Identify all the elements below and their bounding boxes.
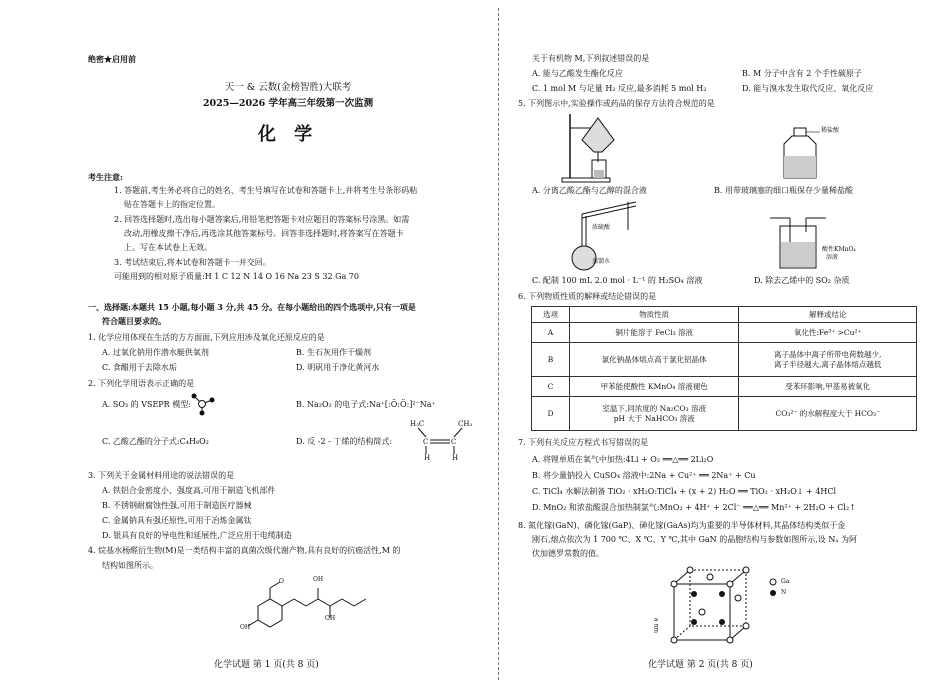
exam-title-line2: 2025—2026 学年高三年级第一次监测 bbox=[202, 98, 374, 109]
table-header: 解释或结论 bbox=[739, 307, 917, 323]
q1-option-d: D. 明矾用于净化黄河水 bbox=[296, 363, 380, 372]
q7-option-a: A. 将锂单质在氧气中加热:4Li + O₂ ══△══ 2Li₂O bbox=[532, 455, 714, 464]
q5-option-a: A. 分离乙酸乙酯与乙醇的混合液 bbox=[532, 186, 647, 195]
q7-option-d: D. MnO₂ 和浓盐酸混合加热制氯气:MnO₂ + 4H⁺ + 2Cl⁻ ══△══ Mn²⁺ + 2H₂O + Cl₂↑ bbox=[532, 503, 856, 512]
struct-label-h3c: H₃C bbox=[410, 420, 425, 428]
q5-option-b: B. 用带玻璃塞的细口瓶保存少量稀盐酸 bbox=[714, 186, 853, 195]
table-cell: B bbox=[532, 343, 570, 377]
struct-label-ch3: CH₃ bbox=[458, 420, 473, 428]
section-heading-cont: 符合题目要求的。 bbox=[102, 316, 166, 326]
m-label-o: O bbox=[279, 578, 284, 585]
table-cell: 铜片能溶于 FeCl₃ 溶液 bbox=[569, 323, 739, 343]
label-distilled-water: 蒸馏水 bbox=[592, 258, 611, 265]
q3-option-c: C. 金属钠具有强还原性,可用于冶炼金属钛 bbox=[102, 516, 252, 525]
table-cell: C bbox=[532, 377, 570, 397]
table-cell: A bbox=[532, 323, 570, 343]
table-header-row bbox=[532, 307, 917, 323]
compound-m-structure bbox=[238, 576, 378, 634]
question-4: 4. 烷基水杨醛衍生物(M)是一类结构丰富的真菌次级代谢产物,具有良好的抗癌活性,M 的 bbox=[88, 546, 401, 555]
subject-title: 化 学 bbox=[257, 124, 319, 145]
q2-option-c: C. 乙酸乙酯的分子式:C₄H₈O₂ bbox=[102, 437, 209, 446]
notice-line: 改动,用橡皮擦干净后,再选涂其他答案标号。回答非选择题时,将答案写在答题卡 bbox=[124, 229, 404, 238]
struct-label-h1: H bbox=[424, 454, 431, 462]
notice-line: 3. 考试结束后,将本试卷和答题卡一并交回。 bbox=[114, 258, 271, 267]
q4-option-c: C. 1 mol M 与足量 H₂ 反应,最多消耗 5 mol H₂ bbox=[532, 84, 707, 93]
notice-line: 贴在答题卡上的指定位置。 bbox=[124, 200, 220, 209]
legend-n: N bbox=[781, 589, 787, 596]
q1-option-a: A. 过氧化钠用作潜水艇供氧剂 bbox=[102, 348, 209, 357]
page-divider bbox=[498, 8, 499, 680]
notice-line: 1. 答题前,考生务必将自己的姓名、考生号填写在试卷和答题卡上,并将考生号条形码粘 bbox=[114, 186, 418, 195]
q2-option-a: A. SO₃ 的 VSEPR 模型: bbox=[102, 400, 191, 409]
table-cell: 受苯环影响,甲基易被氧化 bbox=[739, 377, 917, 397]
m-label-oh3: OH bbox=[240, 624, 251, 631]
q1-option-c: C. 食醋用于去除水垢 bbox=[102, 363, 177, 372]
q6-table bbox=[531, 306, 917, 431]
q4-stem: 关于有机物 M,下列叙述错误的是 bbox=[532, 54, 650, 63]
question-3: 3. 下列关于金属材料用途的说法错误的是 bbox=[88, 471, 235, 480]
section-heading: 一、选择题:本题共 15 小题,每小题 3 分,共 45 分。在每小题给出的四个选项中,只有一项是 bbox=[88, 302, 416, 312]
table-cell: 甲苯能使酸性 KMnO₄ 溶液褪色 bbox=[569, 377, 739, 397]
label-kmno4-solution: 溶液 bbox=[826, 254, 839, 261]
table-header: 物质性质 bbox=[569, 307, 739, 323]
q4-option-a: A. 能与乙酸发生酯化反应 bbox=[532, 69, 623, 78]
label-conc-h2so4: 浓硫酸 bbox=[592, 224, 611, 231]
table-row bbox=[532, 343, 917, 377]
struct-label-c1: C bbox=[423, 438, 429, 446]
table-header: 选项 bbox=[532, 307, 570, 323]
legend-ga: Ga bbox=[781, 578, 790, 585]
q3-option-d: D. 银具有良好的导电性和延展性,广泛应用于电缆制造 bbox=[102, 531, 292, 540]
notice-title: 考生注意: bbox=[88, 172, 123, 182]
question-1: 1. 化学应用体现在生活的方方面面,下列应用涉及氧化还原反应的是 bbox=[88, 333, 325, 342]
page-1-footer: 化学试题 第 1 页(共 8 页) bbox=[214, 660, 319, 670]
q5-option-d: D. 除去乙烯中的 SO₂ 杂质 bbox=[754, 276, 850, 285]
q1-option-b: B. 生石灰用作干燥剂 bbox=[296, 348, 371, 357]
reagent-bottle-image bbox=[776, 126, 826, 182]
atomic-mass-line: 可能用到的相对原子质量:H 1 C 12 N 14 O 16 Na 23 S 32 Ga 70 bbox=[114, 272, 359, 281]
table-cell-multiline: 离子晶体中离子所带电荷数越少, 离子半径越大,离子晶体熔点越低 bbox=[739, 343, 917, 377]
table-cell: 氯化钠晶体熔点高于氯化铝晶体 bbox=[569, 343, 739, 377]
question-8: 8. 氮化镓(GaN)、磷化镓(GaP)、砷化镓(GaAs)均为重要的半导体材料,其晶体结构类似于金 bbox=[518, 521, 846, 530]
table-cell: 氧化性:Fe³⁺ >Cu²⁺ bbox=[739, 323, 917, 343]
exam-title-line1: 天一 & 云数(金榜智胜)大联考 bbox=[224, 82, 352, 93]
legend-symbols bbox=[768, 578, 778, 598]
notice-line: 上。写在本试卷上无效。 bbox=[124, 243, 212, 252]
m-label-oh1: OH bbox=[313, 576, 324, 583]
page-2-footer: 化学试题 第 2 页(共 8 页) bbox=[648, 660, 753, 670]
q7-option-b: B. 将少量钠投入 CuSO₄ 溶液中:2Na + Cu²⁺ ══ 2Na⁺ + Cu bbox=[532, 471, 756, 480]
notice-line: 2. 回答选择题时,选出每小题答案后,用铅笔把答题卡对应题目的答案标号涂黑。如需 bbox=[114, 215, 410, 224]
question-8-cont: 刚石,熔点依次为 1 700 ℃、X ℃、Y ℃,其中 GaN 的晶胞结构与参数如图所示,设 Nₐ 为阿 bbox=[532, 535, 857, 544]
q7-option-c: C. TiCl₄ 水解法制备 TiO₂ · xH₂O:TiCl₄ + (x + 2) H₂O ══ TiO₂ · xH₂O↓ + 4HCl bbox=[532, 487, 837, 496]
q4-option-d: D. 能与溴水发生取代反应、氧化反应 bbox=[742, 84, 874, 93]
table-row bbox=[532, 397, 917, 431]
edge-length-label: a nm bbox=[652, 618, 660, 634]
table-cell: CO₃²⁻ 的水解程度大于 HCO₃⁻ bbox=[739, 397, 917, 431]
question-4-cont: 结构如图所示。 bbox=[102, 561, 158, 570]
table-row bbox=[532, 323, 917, 343]
q3-option-a: A. 铁铝合金密度小、强度高,可用于制造飞机部件 bbox=[102, 486, 276, 495]
question-2: 2. 下列化学用语表示正确的是 bbox=[88, 379, 195, 388]
question-5: 5. 下列图示中,实验操作或药品的保存方法符合规范的是 bbox=[518, 99, 715, 108]
m-label-oh2: OH bbox=[325, 615, 336, 622]
question-7: 7. 下列有关反应方程式书写错误的是 bbox=[518, 438, 649, 447]
table-row bbox=[532, 377, 917, 397]
struct-label-c2: C bbox=[451, 438, 457, 446]
vsepr-model-image bbox=[188, 392, 218, 416]
q4-option-b: B. M 分子中含有 2 个手性碳原子 bbox=[742, 69, 862, 78]
table-cell: D bbox=[532, 397, 570, 431]
confidential-mark: 绝密★启用前 bbox=[88, 54, 136, 64]
question-8-cont: 伏加德罗常数的值。 bbox=[532, 549, 604, 558]
label-kmno4: 酸性KMnO₄ bbox=[822, 246, 856, 253]
q2-option-b: B. Na₂O₂ 的电子式:Na⁺[:Ö:Ö:]²⁻Na⁺ bbox=[296, 400, 436, 409]
q3-option-b: B. 不锈钢耐腐蚀性强,可用于制造医疗器械 bbox=[102, 501, 252, 510]
separatory-funnel-image bbox=[558, 112, 638, 184]
gas-washing-bottle-image bbox=[768, 212, 832, 270]
gan-unit-cell-image bbox=[668, 566, 758, 644]
question-6: 6. 下列物质性质的解释或结论错误的是 bbox=[518, 292, 657, 301]
q5-option-c: C. 配制 100 mL 2.0 mol · L⁻¹ 的 H₂SO₄ 溶液 bbox=[532, 276, 703, 285]
table-cell-multiline: 室温下,同浓度的 Na₂CO₃ 溶液 pH 大于 NaHCO₃ 溶液 bbox=[569, 397, 739, 431]
struct-label-h2: H bbox=[452, 454, 459, 462]
label-dilute-hcl: 稀盐酸 bbox=[821, 127, 840, 134]
q2-option-d: D. 反 -2 - 丁烯的结构简式: bbox=[296, 437, 393, 446]
